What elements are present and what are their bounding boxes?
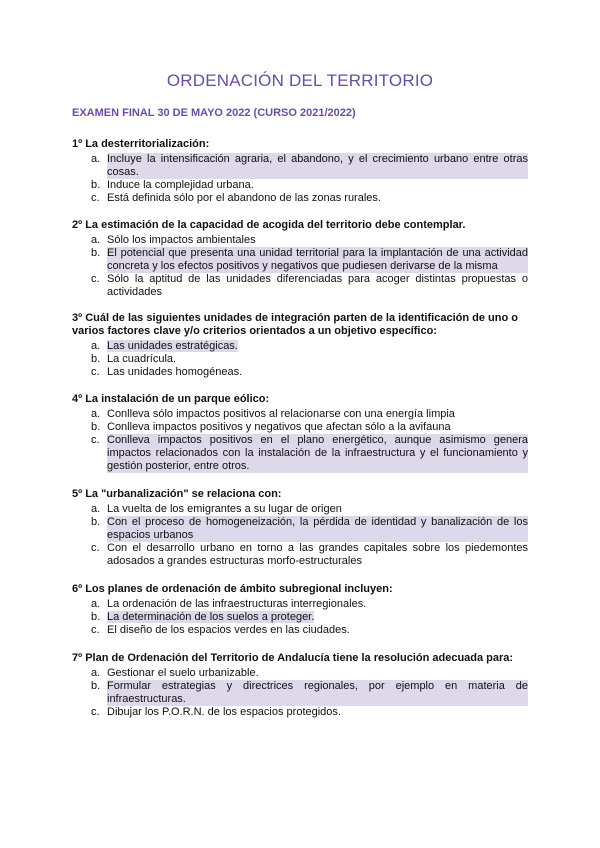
option-b: [72, 179, 528, 192]
option-list: [72, 408, 528, 473]
question-text: 3º Cuál de las siguientes unidades de integración parten de la identificación de uno o varios factores clave y/o criterios orientados a un objetivo específico:: [72, 312, 518, 337]
option-letter: b.: [91, 353, 101, 365]
option-text: Con el desarrollo urbano en torno a las grandes capitales sobre los piedemontes adosados a grandes estructuras morfo-estructurales: [107, 542, 528, 567]
option-letter: b.: [91, 179, 101, 191]
option-a: [72, 503, 528, 516]
option-list: [72, 153, 528, 205]
option-text: La vuelta de los emigrantes a su lugar de origen: [107, 503, 342, 515]
option-text: Gestionar el suelo urbanizable.: [107, 667, 259, 679]
option-text: Las unidades homogéneas.: [107, 366, 243, 378]
exam-subtitle: EXAMEN FINAL 30 DE MAYO 2022 (CURSO 2021/2022): [72, 107, 356, 119]
option-b: [72, 611, 528, 624]
option-a: [72, 234, 528, 247]
option-b: [72, 516, 528, 542]
question-6: [72, 583, 528, 637]
question-text: 4º La instalación de un parque eólico:: [72, 393, 270, 405]
option-c: [72, 192, 528, 205]
option-a: [72, 667, 528, 680]
option-list: [72, 234, 528, 299]
question-5: [72, 488, 528, 568]
option-letter: b.: [91, 421, 101, 433]
option-b: [72, 680, 528, 706]
document-title: ORDENACIÓN DEL TERRITORIO: [166, 71, 434, 90]
question-text: 7º Plan de Ordenación del Territorio de Andalucía tiene la resolución adecuada para:: [72, 652, 514, 664]
question-7: [72, 652, 528, 719]
option-text: Dibujar los P.O.R.N. de los espacios protegidos.: [107, 706, 341, 718]
option-text: Conlleva impactos positivos en el plano energético, aunque asimismo genera impactos relacionados con la instalación de la infraestructura y el funcionamiento y gestión posterior, entre otros.: [107, 434, 528, 472]
option-letter: c.: [91, 434, 100, 446]
question-text: 5º La "urbanalización" se relaciona con:: [72, 488, 282, 500]
option-letter: c.: [91, 273, 100, 285]
option-text: Sólo la aptitud de las unidades diferenciadas para acoger distintas propuestas o actividades: [107, 273, 528, 298]
option-text: Está definida sólo por el abandono de las zonas rurales.: [107, 192, 381, 204]
option-letter: a.: [91, 408, 101, 420]
option-letter: c.: [91, 706, 100, 718]
option-c: [72, 624, 528, 637]
question-text: 1º La desterritorialización:: [72, 138, 210, 150]
option-list: [72, 503, 528, 568]
option-letter: c.: [91, 624, 100, 636]
question-2: [72, 219, 528, 299]
option-text: La determinación de los suelos a proteger.: [107, 611, 315, 623]
option-list: [72, 340, 528, 379]
question-3: [72, 312, 528, 379]
option-text: Conlleva sólo impactos positivos al relacionarse con una energía limpia: [107, 408, 455, 420]
option-c: [72, 273, 528, 299]
option-a: [72, 598, 528, 611]
option-text: La ordenación de las infraestructuras interregionales.: [107, 598, 367, 610]
option-letter: a.: [91, 234, 101, 246]
option-letter: a.: [91, 153, 101, 165]
option-c: [72, 706, 528, 719]
option-text: El potencial que presenta una unidad territorial para la implantación de una actividad concreta y los efectos positivos y negativos que pudiesen derivarse de la misma: [107, 247, 528, 272]
option-text: El diseño de los espacios verdes en las ciudades.: [107, 624, 350, 636]
option-text: Conlleva impactos positivos y negativos que afectan sólo a la avifauna: [107, 421, 451, 433]
option-letter: c.: [91, 192, 100, 204]
option-list: [72, 598, 528, 637]
option-c: [72, 434, 528, 473]
option-letter: b.: [91, 247, 101, 259]
option-letter: a.: [91, 667, 101, 679]
option-list: [72, 667, 528, 719]
option-text: La cuadrícula.: [107, 353, 177, 365]
option-letter: a.: [91, 598, 101, 610]
option-c: [72, 542, 528, 568]
option-letter: b.: [91, 516, 101, 528]
question-text: 2º La estimación de la capacidad de acogida del territorio debe contemplar.: [72, 219, 466, 231]
option-text: Induce la complejidad urbana.: [107, 179, 254, 191]
option-letter: c.: [91, 366, 100, 378]
option-b: [72, 421, 528, 434]
question-1: [72, 138, 528, 205]
option-text: Incluye la intensificación agraria, el abandono, y el crecimiento urbano entre otras cosas.: [107, 153, 528, 178]
question-text: 6º Los planes de ordenación de ámbito subregional incluyen:: [72, 583, 393, 595]
option-letter: c.: [91, 542, 100, 554]
option-text: Sólo los impactos ambientales: [107, 234, 256, 246]
option-text: Las unidades estratégicas.: [107, 340, 238, 352]
option-a: [72, 408, 528, 421]
question-4: [72, 393, 528, 473]
option-a: [72, 340, 528, 353]
option-letter: b.: [91, 611, 101, 623]
option-text: Con el proceso de homogeneización, la pérdida de identidad y banalización de los espacios urbanos: [107, 516, 528, 541]
option-letter: a.: [91, 340, 101, 352]
option-letter: b.: [91, 680, 101, 692]
option-c: [72, 366, 528, 379]
option-text: Formular estrategias y directrices regionales, por ejemplo en materia de infraestructuras.: [107, 680, 528, 705]
option-a: [72, 153, 528, 179]
option-letter: a.: [91, 503, 101, 515]
option-b: [72, 353, 528, 366]
option-b: [72, 247, 528, 273]
